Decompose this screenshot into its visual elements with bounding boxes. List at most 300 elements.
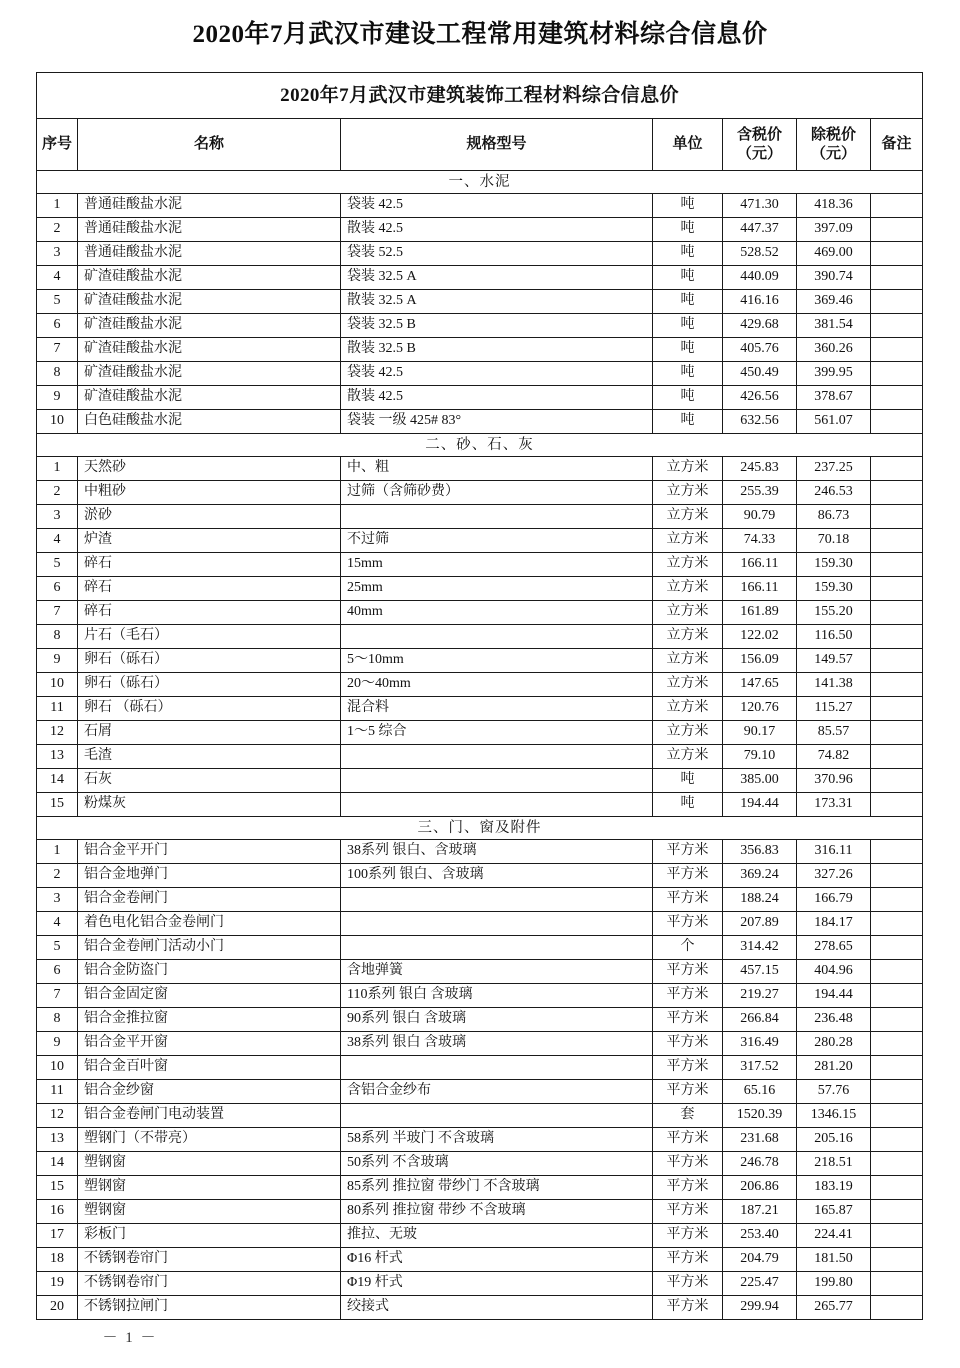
price-table-container <box>36 72 922 1320</box>
row-name-cell: 铝合金固定窗 <box>78 984 341 1008</box>
row-tax-price-cell: 204.79 <box>723 1248 797 1272</box>
row-index-cell: 10 <box>37 673 78 697</box>
row-notax-price-cell: 246.53 <box>797 481 871 505</box>
row-unit-cell: 吨 <box>653 290 723 314</box>
table-row <box>37 1224 923 1248</box>
row-notax-price-cell: 224.41 <box>797 1224 871 1248</box>
row-unit-cell: 立方米 <box>653 697 723 721</box>
row-notax-price-cell: 360.26 <box>797 338 871 362</box>
row-note-cell <box>871 242 923 266</box>
row-note-cell <box>871 1296 923 1320</box>
row-note-cell <box>871 721 923 745</box>
table-row <box>37 1032 923 1056</box>
row-tax-price-cell: 632.56 <box>723 410 797 434</box>
row-spec-cell: 中、粗 <box>341 457 653 481</box>
row-index-cell: 4 <box>37 912 78 936</box>
row-tax-price-cell: 194.44 <box>723 793 797 817</box>
row-spec-cell: 25mm <box>341 577 653 601</box>
row-index-cell: 5 <box>37 553 78 577</box>
row-unit-cell: 立方米 <box>653 529 723 553</box>
row-name-cell: 炉渣 <box>78 529 341 553</box>
row-unit-cell: 吨 <box>653 769 723 793</box>
row-tax-price-cell: 79.10 <box>723 745 797 769</box>
row-spec-cell <box>341 745 653 769</box>
row-unit-cell: 平方米 <box>653 1176 723 1200</box>
row-index-cell: 3 <box>37 505 78 529</box>
row-note-cell <box>871 1272 923 1296</box>
table-row <box>37 649 923 673</box>
row-tax-price-cell: 246.78 <box>723 1152 797 1176</box>
row-tax-price-cell: 450.49 <box>723 362 797 386</box>
row-name-cell: 塑钢窗 <box>78 1200 341 1224</box>
row-name-cell: 塑钢门（不带亮） <box>78 1128 341 1152</box>
row-index-cell: 18 <box>37 1248 78 1272</box>
row-notax-price-cell: 378.67 <box>797 386 871 410</box>
row-name-cell: 铝合金防盗门 <box>78 960 341 984</box>
row-index-cell: 5 <box>37 936 78 960</box>
row-note-cell <box>871 697 923 721</box>
row-unit-cell: 个 <box>653 936 723 960</box>
row-spec-cell: Φ16 杆式 <box>341 1248 653 1272</box>
table-row <box>37 984 923 1008</box>
row-unit-cell: 吨 <box>653 242 723 266</box>
row-spec-cell <box>341 625 653 649</box>
row-notax-price-cell: 141.38 <box>797 673 871 697</box>
row-note-cell <box>871 553 923 577</box>
table-row <box>37 673 923 697</box>
row-note-cell <box>871 362 923 386</box>
row-unit-cell: 吨 <box>653 386 723 410</box>
row-spec-cell: 混合料 <box>341 697 653 721</box>
table-row <box>37 1248 923 1272</box>
table-row <box>37 266 923 290</box>
row-unit-cell: 立方米 <box>653 673 723 697</box>
row-note-cell <box>871 1200 923 1224</box>
row-note-cell <box>871 290 923 314</box>
row-name-cell: 铝合金卷闸门活动小门 <box>78 936 341 960</box>
row-name-cell: 卵石 （砾石） <box>78 697 341 721</box>
row-index-cell: 3 <box>37 888 78 912</box>
row-index-cell: 15 <box>37 793 78 817</box>
row-name-cell: 铝合金卷闸门 <box>78 888 341 912</box>
table-row <box>37 697 923 721</box>
row-notax-price-cell: 418.36 <box>797 194 871 218</box>
row-index-cell: 10 <box>37 410 78 434</box>
row-spec-cell <box>341 793 653 817</box>
row-index-cell: 8 <box>37 362 78 386</box>
row-name-cell: 普通硅酸盐水泥 <box>78 218 341 242</box>
row-note-cell <box>871 673 923 697</box>
row-spec-cell: 散装 32.5 B <box>341 338 653 362</box>
row-index-cell: 3 <box>37 242 78 266</box>
row-index-cell: 4 <box>37 266 78 290</box>
row-spec-cell: 含铝合金纱布 <box>341 1080 653 1104</box>
row-notax-price-cell: 194.44 <box>797 984 871 1008</box>
row-notax-price-cell: 165.87 <box>797 1200 871 1224</box>
row-unit-cell: 吨 <box>653 338 723 362</box>
table-row <box>37 529 923 553</box>
row-index-cell: 9 <box>37 386 78 410</box>
row-notax-price-cell: 469.00 <box>797 242 871 266</box>
row-tax-price-cell: 1520.39 <box>723 1104 797 1128</box>
row-index-cell: 20 <box>37 1296 78 1320</box>
column-header-unit: 单位 <box>653 119 723 171</box>
row-notax-price-cell: 561.07 <box>797 410 871 434</box>
column-header-index: 序号 <box>37 119 78 171</box>
row-notax-price-cell: 399.95 <box>797 362 871 386</box>
row-tax-price-cell: 457.15 <box>723 960 797 984</box>
row-unit-cell: 平方米 <box>653 1248 723 1272</box>
row-spec-cell: 38系列 银白、含玻璃 <box>341 840 653 864</box>
notax-price-label-line1: 除税价 <box>810 126 856 143</box>
row-spec-cell: 绞接式 <box>341 1296 653 1320</box>
row-notax-price-cell: 397.09 <box>797 218 871 242</box>
row-note-cell <box>871 601 923 625</box>
table-row <box>37 793 923 817</box>
row-note-cell <box>871 338 923 362</box>
row-unit-cell: 吨 <box>653 194 723 218</box>
row-name-cell: 矿渣硅酸盐水泥 <box>78 314 341 338</box>
row-tax-price-cell: 429.68 <box>723 314 797 338</box>
row-name-cell: 塑钢窗 <box>78 1152 341 1176</box>
row-spec-cell: 散装 42.5 <box>341 218 653 242</box>
row-name-cell: 矿渣硅酸盐水泥 <box>78 266 341 290</box>
row-name-cell: 铝合金纱窗 <box>78 1080 341 1104</box>
table-row <box>37 194 923 218</box>
column-header-spec: 规格型号 <box>341 119 653 171</box>
row-unit-cell: 立方米 <box>653 577 723 601</box>
row-notax-price-cell: 281.20 <box>797 1056 871 1080</box>
row-unit-cell: 平方米 <box>653 888 723 912</box>
row-name-cell: 不锈钢拉闸门 <box>78 1296 341 1320</box>
section-heading-row <box>37 171 923 194</box>
row-unit-cell: 平方米 <box>653 960 723 984</box>
row-spec-cell: 58系列 半玻门 不含玻璃 <box>341 1128 653 1152</box>
row-index-cell: 7 <box>37 338 78 362</box>
table-row <box>37 1200 923 1224</box>
row-unit-cell: 立方米 <box>653 553 723 577</box>
row-unit-cell: 立方米 <box>653 601 723 625</box>
table-header-row <box>37 119 923 171</box>
row-tax-price-cell: 266.84 <box>723 1008 797 1032</box>
row-name-cell: 淤砂 <box>78 505 341 529</box>
table-row <box>37 1176 923 1200</box>
row-tax-price-cell: 147.65 <box>723 673 797 697</box>
row-note-cell <box>871 1008 923 1032</box>
row-name-cell: 白色硅酸盐水泥 <box>78 410 341 434</box>
row-index-cell: 8 <box>37 1008 78 1032</box>
table-row <box>37 410 923 434</box>
tax-price-label-line2: （元） <box>736 145 782 162</box>
row-index-cell: 19 <box>37 1272 78 1296</box>
row-note-cell <box>871 984 923 1008</box>
row-tax-price-cell: 65.16 <box>723 1080 797 1104</box>
row-unit-cell: 立方米 <box>653 457 723 481</box>
row-spec-cell: 38系列 银白 含玻璃 <box>341 1032 653 1056</box>
row-note-cell <box>871 386 923 410</box>
table-row <box>37 1056 923 1080</box>
row-notax-price-cell: 404.96 <box>797 960 871 984</box>
row-name-cell: 不锈钢卷帘门 <box>78 1248 341 1272</box>
row-unit-cell: 套 <box>653 1104 723 1128</box>
row-index-cell: 13 <box>37 1128 78 1152</box>
row-note-cell <box>871 1152 923 1176</box>
row-tax-price-cell: 440.09 <box>723 266 797 290</box>
row-tax-price-cell: 426.56 <box>723 386 797 410</box>
row-note-cell <box>871 960 923 984</box>
row-spec-cell: Φ19 杆式 <box>341 1272 653 1296</box>
row-index-cell: 9 <box>37 649 78 673</box>
row-name-cell: 不锈钢卷帘门 <box>78 1272 341 1296</box>
row-note-cell <box>871 1056 923 1080</box>
row-unit-cell: 平方米 <box>653 1056 723 1080</box>
row-note-cell <box>871 649 923 673</box>
row-index-cell: 2 <box>37 864 78 888</box>
row-notax-price-cell: 218.51 <box>797 1152 871 1176</box>
row-note-cell <box>871 266 923 290</box>
row-unit-cell: 吨 <box>653 793 723 817</box>
row-note-cell <box>871 481 923 505</box>
row-name-cell: 矿渣硅酸盐水泥 <box>78 290 341 314</box>
row-index-cell: 7 <box>37 601 78 625</box>
table-row <box>37 290 923 314</box>
row-name-cell: 中粗砂 <box>78 481 341 505</box>
section-heading: 三、门、窗及附件 <box>37 817 923 840</box>
row-note-cell <box>871 888 923 912</box>
row-note-cell <box>871 1224 923 1248</box>
row-tax-price-cell: 255.39 <box>723 481 797 505</box>
row-tax-price-cell: 120.76 <box>723 697 797 721</box>
row-unit-cell: 平方米 <box>653 1008 723 1032</box>
table-row <box>37 888 923 912</box>
row-name-cell: 铝合金平开窗 <box>78 1032 341 1056</box>
row-spec-cell: 1～5 综合 <box>341 721 653 745</box>
row-notax-price-cell: 370.96 <box>797 769 871 793</box>
row-notax-price-cell: 85.57 <box>797 721 871 745</box>
row-notax-price-cell: 184.17 <box>797 912 871 936</box>
row-notax-price-cell: 1346.15 <box>797 1104 871 1128</box>
page-number: － 1 － <box>102 1330 158 1346</box>
row-note-cell <box>871 457 923 481</box>
row-index-cell: 6 <box>37 960 78 984</box>
row-index-cell: 8 <box>37 625 78 649</box>
row-tax-price-cell: 206.86 <box>723 1176 797 1200</box>
row-tax-price-cell: 416.16 <box>723 290 797 314</box>
table-row <box>37 1128 923 1152</box>
table-row <box>37 457 923 481</box>
row-name-cell: 普通硅酸盐水泥 <box>78 194 341 218</box>
table-row <box>37 505 923 529</box>
row-name-cell: 毛渣 <box>78 745 341 769</box>
row-notax-price-cell: 280.28 <box>797 1032 871 1056</box>
row-index-cell: 2 <box>37 481 78 505</box>
row-notax-price-cell: 205.16 <box>797 1128 871 1152</box>
row-tax-price-cell: 231.68 <box>723 1128 797 1152</box>
table-row <box>37 912 923 936</box>
table-row <box>37 386 923 410</box>
row-notax-price-cell: 115.27 <box>797 697 871 721</box>
table-row <box>37 338 923 362</box>
table-row <box>37 769 923 793</box>
row-index-cell: 6 <box>37 314 78 338</box>
table-row <box>37 1296 923 1320</box>
table-row <box>37 242 923 266</box>
table-row <box>37 840 923 864</box>
table-row <box>37 936 923 960</box>
row-spec-cell <box>341 912 653 936</box>
row-note-cell <box>871 745 923 769</box>
row-note-cell <box>871 505 923 529</box>
row-note-cell <box>871 577 923 601</box>
row-name-cell: 卵石（砾石） <box>78 673 341 697</box>
table-row <box>37 601 923 625</box>
row-tax-price-cell: 253.40 <box>723 1224 797 1248</box>
row-index-cell: 10 <box>37 1056 78 1080</box>
row-index-cell: 17 <box>37 1224 78 1248</box>
row-spec-cell: 袋装 一级 425# 83° <box>341 410 653 434</box>
row-tax-price-cell: 188.24 <box>723 888 797 912</box>
row-name-cell: 着色电化铝合金卷闸门 <box>78 912 341 936</box>
row-notax-price-cell: 159.30 <box>797 577 871 601</box>
row-spec-cell: 过筛（含筛砂费） <box>341 481 653 505</box>
row-note-cell <box>871 218 923 242</box>
row-unit-cell: 吨 <box>653 314 723 338</box>
section-heading: 一、水泥 <box>37 171 923 194</box>
row-tax-price-cell: 356.83 <box>723 840 797 864</box>
row-spec-cell: 15mm <box>341 553 653 577</box>
row-name-cell: 石屑 <box>78 721 341 745</box>
table-row <box>37 1008 923 1032</box>
row-notax-price-cell: 57.76 <box>797 1080 871 1104</box>
row-index-cell: 12 <box>37 721 78 745</box>
row-spec-cell <box>341 888 653 912</box>
row-unit-cell: 平方米 <box>653 1080 723 1104</box>
row-name-cell: 普通硅酸盐水泥 <box>78 242 341 266</box>
row-index-cell: 7 <box>37 984 78 1008</box>
row-unit-cell: 吨 <box>653 362 723 386</box>
row-name-cell: 片石（毛石） <box>78 625 341 649</box>
row-index-cell: 12 <box>37 1104 78 1128</box>
row-note-cell <box>871 625 923 649</box>
table-row <box>37 577 923 601</box>
row-spec-cell: 80系列 推拉窗 带纱 不含玻璃 <box>341 1200 653 1224</box>
row-notax-price-cell: 369.46 <box>797 290 871 314</box>
row-spec-cell: 5～10mm <box>341 649 653 673</box>
row-unit-cell: 平方米 <box>653 912 723 936</box>
row-name-cell: 粉煤灰 <box>78 793 341 817</box>
row-spec-cell: 袋装 42.5 <box>341 362 653 386</box>
row-name-cell: 铝合金卷闸门电动装置 <box>78 1104 341 1128</box>
row-unit-cell: 平方米 <box>653 1224 723 1248</box>
row-name-cell: 铝合金推拉窗 <box>78 1008 341 1032</box>
row-name-cell: 矿渣硅酸盐水泥 <box>78 386 341 410</box>
section-heading: 二、砂、石、灰 <box>37 434 923 457</box>
row-spec-cell <box>341 1056 653 1080</box>
row-spec-cell: 100系列 银白、含玻璃 <box>341 864 653 888</box>
row-notax-price-cell: 70.18 <box>797 529 871 553</box>
row-notax-price-cell: 265.77 <box>797 1296 871 1320</box>
row-unit-cell: 立方米 <box>653 481 723 505</box>
row-notax-price-cell: 236.48 <box>797 1008 871 1032</box>
row-index-cell: 9 <box>37 1032 78 1056</box>
row-notax-price-cell: 237.25 <box>797 457 871 481</box>
row-note-cell <box>871 1032 923 1056</box>
row-notax-price-cell: 166.79 <box>797 888 871 912</box>
row-unit-cell: 吨 <box>653 410 723 434</box>
row-notax-price-cell: 381.54 <box>797 314 871 338</box>
row-spec-cell <box>341 769 653 793</box>
row-unit-cell: 立方米 <box>653 649 723 673</box>
column-header-name: 名称 <box>78 119 341 171</box>
row-spec-cell: 袋装 32.5 A <box>341 266 653 290</box>
row-index-cell: 4 <box>37 529 78 553</box>
row-spec-cell: 散装 32.5 A <box>341 290 653 314</box>
row-note-cell <box>871 840 923 864</box>
row-note-cell <box>871 864 923 888</box>
row-name-cell: 天然砂 <box>78 457 341 481</box>
row-tax-price-cell: 369.24 <box>723 864 797 888</box>
row-unit-cell: 平方米 <box>653 1272 723 1296</box>
row-notax-price-cell: 199.80 <box>797 1272 871 1296</box>
row-tax-price-cell: 161.89 <box>723 601 797 625</box>
row-unit-cell: 平方米 <box>653 864 723 888</box>
row-tax-price-cell: 405.76 <box>723 338 797 362</box>
row-index-cell: 5 <box>37 290 78 314</box>
table-row <box>37 745 923 769</box>
row-unit-cell: 平方米 <box>653 1152 723 1176</box>
column-header-note: 备注 <box>871 119 923 171</box>
row-tax-price-cell: 90.17 <box>723 721 797 745</box>
row-note-cell <box>871 194 923 218</box>
row-unit-cell: 平方米 <box>653 1032 723 1056</box>
row-tax-price-cell: 166.11 <box>723 577 797 601</box>
row-spec-cell: 90系列 银白 含玻璃 <box>341 1008 653 1032</box>
row-note-cell <box>871 1248 923 1272</box>
row-name-cell: 矿渣硅酸盐水泥 <box>78 362 341 386</box>
row-tax-price-cell: 207.89 <box>723 912 797 936</box>
row-note-cell <box>871 769 923 793</box>
row-spec-cell: 袋装 32.5 B <box>341 314 653 338</box>
row-notax-price-cell: 173.31 <box>797 793 871 817</box>
row-tax-price-cell: 317.52 <box>723 1056 797 1080</box>
row-tax-price-cell: 471.30 <box>723 194 797 218</box>
row-index-cell: 1 <box>37 194 78 218</box>
row-index-cell: 14 <box>37 1152 78 1176</box>
notax-price-label-line2: （元） <box>810 145 856 162</box>
row-spec-cell <box>341 936 653 960</box>
row-index-cell: 11 <box>37 1080 78 1104</box>
row-name-cell: 石灰 <box>78 769 341 793</box>
row-spec-cell: 不过筛 <box>341 529 653 553</box>
row-spec-cell: 20～40mm <box>341 673 653 697</box>
row-index-cell: 2 <box>37 218 78 242</box>
row-tax-price-cell: 225.47 <box>723 1272 797 1296</box>
table-row <box>37 553 923 577</box>
row-name-cell: 碎石 <box>78 577 341 601</box>
row-tax-price-cell: 245.83 <box>723 457 797 481</box>
row-index-cell: 16 <box>37 1200 78 1224</box>
row-spec-cell: 50系列 不含玻璃 <box>341 1152 653 1176</box>
row-name-cell: 矿渣硅酸盐水泥 <box>78 338 341 362</box>
row-tax-price-cell: 166.11 <box>723 553 797 577</box>
row-tax-price-cell: 314.42 <box>723 936 797 960</box>
row-note-cell <box>871 793 923 817</box>
row-spec-cell: 含地弹簧 <box>341 960 653 984</box>
row-index-cell: 13 <box>37 745 78 769</box>
column-header-notax-price <box>797 119 871 171</box>
row-spec-cell <box>341 505 653 529</box>
table-row <box>37 625 923 649</box>
